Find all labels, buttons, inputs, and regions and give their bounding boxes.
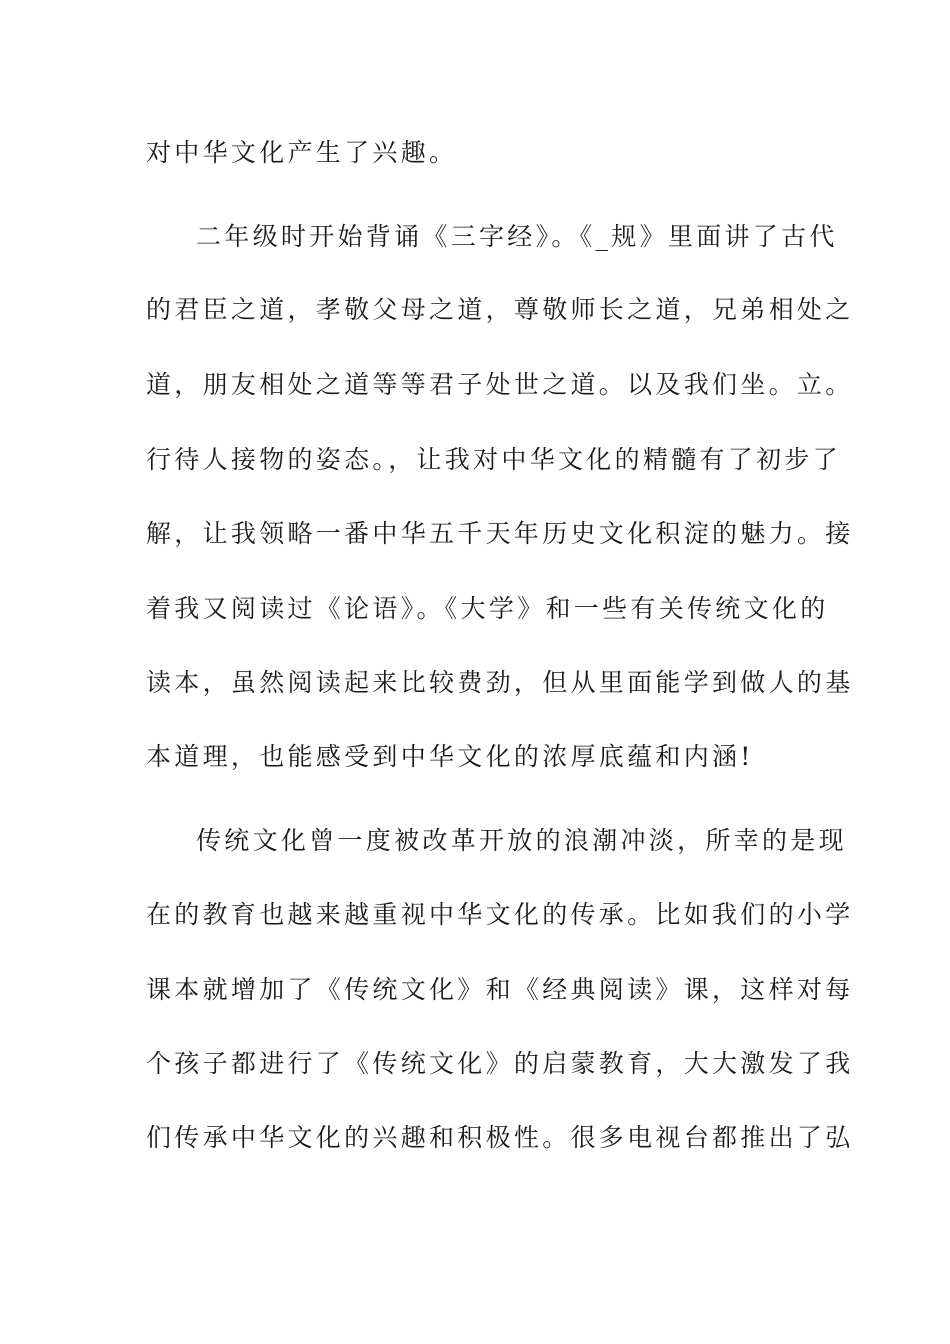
text-line: 读本，虽然阅读起来比较费劲，但从里面能学到做人的基 [146,668,854,697]
text-line: 课本就增加了《传统文化》和《经典阅读》课，这样对每 [146,975,854,1004]
text-line: 道，朋友相处之道等等君子处世之道。以及我们坐。立。 [146,370,854,399]
text-line: 个孩子都进行了《传统文化》的启蒙教育，大大激发了我 [146,1049,854,1078]
text-line: 的君臣之道，孝敬父母之道，尊敬师长之道，兄弟相处之 [146,295,854,324]
text-line: 本道理，也能感受到中华文化的浓厚底蕴和内涵! [146,742,754,771]
text-line: 行待人接物的姿态。，让我对中华文化的精髓有了初步了 [146,445,842,474]
text-line: 在的教育也越来越重视中华文化的传承。比如我们的小学 [146,900,854,929]
paragraph-first-line: 传统文化曾一度被改革开放的浪潮冲淡，所幸的是现 [196,826,847,855]
paragraph-first-line: 二年级时开始背诵《三字经》。《_规》里面讲了古代 [196,222,838,251]
text-line: 着我又阅读过《论语》。《大学》和一些有关传统文化的 [146,594,829,623]
text-line: 解，让我领略一番中华五千天年历史文化积淀的魅力。接 [146,519,854,548]
text-line: 们传承中华文化的兴趣和积极性。很多电视台都推出了弘 [146,1123,854,1152]
text-line: 对中华文化产生了兴趣。 [146,138,458,167]
